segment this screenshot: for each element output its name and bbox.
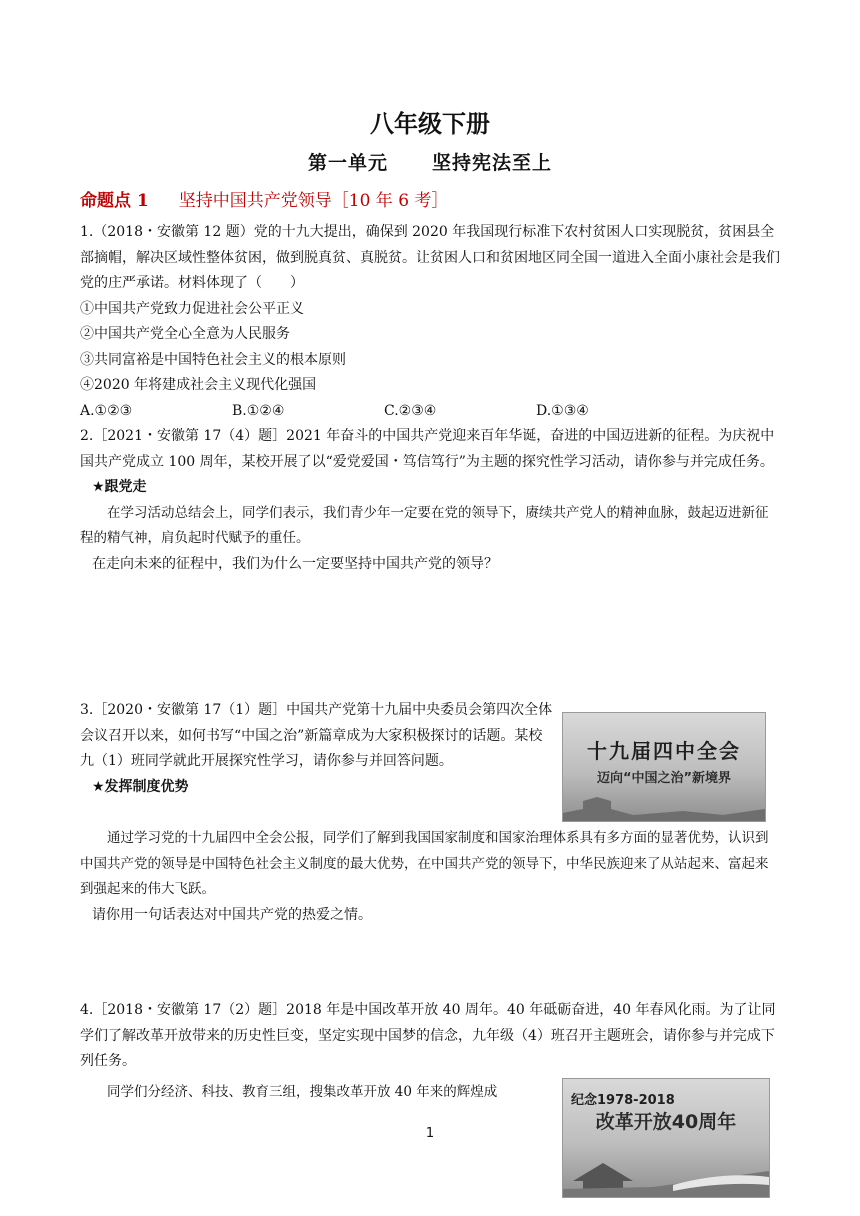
material-text: 同学们分经济、科技、教育三组，搜集改革开放 40 年来的辉煌成 — [107, 1084, 498, 1100]
gate-silhouette-icon — [563, 791, 765, 821]
option-b[interactable]: B.①②④ — [232, 402, 285, 419]
task-heading: ★发挥制度优势 — [92, 778, 189, 795]
question-stem: 2.［2021・安徽第 17（4）题］2021 年奋斗的中国共产党迎来百年华诞，奋进的中国迈进新的征程。为庆祝中国共产党成立 100 周年，某校开展了以“爱党爱国・笃信笃行”为主题的探究性学习活动，请你参与并完成任务。 — [80, 428, 775, 470]
image-caption-main: 十九届四中全会 — [587, 739, 741, 763]
unit-name: 坚持宪法至上 — [432, 152, 553, 174]
question-2 — [80, 424, 780, 577]
image-caption-main: 纪念1978-2018 — [571, 1093, 675, 1108]
question-stem: 3.［2020・安徽第 17（1）题］中国共产党第十九届中央委员会第四次全体会议召开以来，如何书写“中国之治”新篇章成为大家积极探讨的话题。某校九（1）班同学就此开展探究性学习，请你参与并回答问题。 — [80, 702, 553, 769]
option-c[interactable]: C.②③④ — [384, 402, 437, 419]
option-a[interactable]: A.①②③ — [80, 402, 133, 419]
question-3 — [80, 698, 554, 800]
answer-options — [80, 399, 780, 425]
topic-heading — [80, 186, 448, 211]
question-1 — [80, 220, 780, 424]
image-caption-sub: 改革开放40周年 — [595, 1111, 737, 1133]
topic-text: 坚持中国共产党领导［10 年 6 考］ — [178, 191, 449, 211]
page-number: 1 — [425, 1126, 435, 1141]
question-stem: 1.（2018・安徽第 12 题）党的十九大提出，确保到 2020 年我国现行标准下农村贫困人口实现脱贫，贫困县全部摘帽，解决区域性整体贫困，做到脱真贫、真脱贫。让贫困人口和贫困地区同全国一道进入全面小康社会是我们党的庄严承诺。材料体现了（ ） — [80, 224, 780, 291]
topic-number: 命题点 1 — [80, 191, 149, 211]
page-title: 八年级下册 — [370, 110, 490, 138]
statement-item: ①中国共产党致力促进社会公平正义 — [80, 300, 304, 317]
image-caption-sub: 迈向“中国之治”新境界 — [596, 771, 732, 786]
question-4-material — [80, 1080, 554, 1106]
question-3-material — [80, 826, 780, 928]
task-heading: ★跟党走 — [92, 479, 147, 495]
statement-item: ④2020 年将建成社会主义现代化强国 — [80, 377, 317, 393]
question-4 — [80, 998, 780, 1075]
unit-title — [0, 148, 860, 175]
plenum-image — [562, 712, 766, 822]
temple-silhouette-icon — [563, 1141, 769, 1197]
material-text: 在学习活动总结会上，同学们表示，我们青少年一定要在党的领导下，赓续共产党人的精神血脉，鼓起迈进新征程的精气神，肩负起时代赋予的重任。 — [80, 504, 769, 546]
statement-item: ②中国共产党全心全意为人民服务 — [80, 326, 290, 342]
question-prompt: 在走向未来的征程中，我们为什么一定要坚持中国共产党的领导？ — [92, 555, 498, 572]
statement-item: ③共同富裕是中国特色社会主义的根本原则 — [80, 351, 346, 368]
material-text: 通过学习党的十九届四中全会公报，同学们了解到我国国家制度和国家治理体系具有多方面的显著优势，认识到中国共产党的领导是中国特色社会主义制度的最大优势，在中国共产党的领导下，中华民族迎来了从站起来、富起来到强起来的伟大飞跃。 — [80, 830, 769, 897]
unit-label: 第一单元 — [307, 152, 388, 174]
question-stem: 4.［2018・安徽第 17（2）题］2018 年是中国改革开放 40 周年。40 年砥砺奋进，40 年春风化雨。为了让同学们了解改革开放带来的历史性巨变，坚定实现中国梦的信念，九年级（4）班召开主题班会，请你参与并完成下列任务。 — [80, 1002, 776, 1069]
question-prompt: 请你用一句话表达对中国共产党的热爱之情。 — [92, 906, 372, 923]
option-d[interactable]: D.①③④ — [536, 402, 589, 419]
